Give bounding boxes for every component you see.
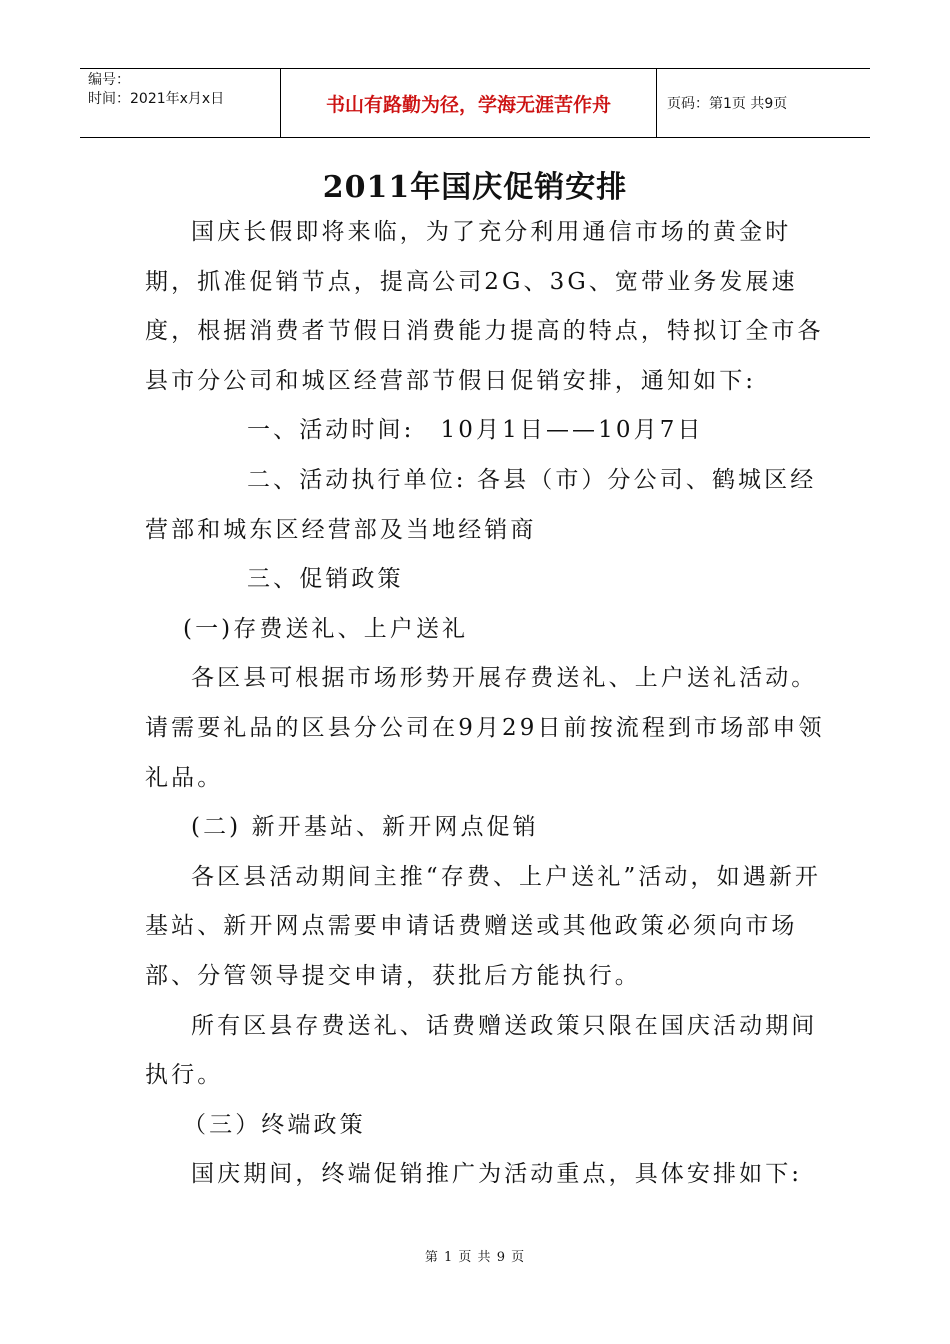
paragraph-activity-time: 一、活动时间: 10月1日——10月7日 [247,417,704,444]
header-left-cell [80,69,281,137]
paragraph-gift-policy: 各区县可根据市场形势开展存费送礼、上户送礼活动。请需要礼品的区县分公司在9月29日前按流程到市场部申领礼品。 [145,665,825,791]
document-title: 2011年国庆促销安排 [322,170,628,205]
document-time-label: 时间：2021年x月x日 [88,91,225,107]
document-number-label: 编号： [88,72,130,88]
page-footer: 第 1 页 共 9 页 [424,1250,526,1265]
paragraph-intro: 国庆长假即将来临，为了充分利用通信市场的黄金时期，抓准促销节点，提高公司2G、3G、宽带业务发展速度，根据消费者节假日消费能力提高的特点，特拟订全市各县市分公司和城区经营部节假日促销安排，通知如下: [145,219,824,394]
paragraph-new-station-policy: 各区县活动期间主推“存费、上户送礼”活动，如遇新开基站、新开网点需要申请话费赠送或其他政策必须向市场部、分管领导提交申请，获批后方能执行。 [145,863,822,989]
header-table [80,68,870,138]
header-motto: 书山有路勤为径，学海无涯苦作舟 [281,69,657,137]
paragraph-subsection-one: (一)存费送礼、上户送礼 [183,615,469,642]
paragraph-section-three: 三、促销政策 [247,566,404,593]
paragraph-subsection-three: （三）终端政策 [183,1111,366,1138]
paragraph-subsection-two: (二) 新开基站、新开网点促销 [191,814,539,841]
document-body [145,208,825,1200]
paragraph-policy-limit: 所有区县存费送礼、话费赠送政策只限在国庆活动期间执行。 [145,1012,818,1089]
paragraph-execution-units: 二、活动执行单位: 各县（市）分公司、鹤城区经营部和城东区经营部及当地经销商 [145,466,817,543]
paragraph-terminal-policy: 国庆期间，终端促销推广为活动重点，具体安排如下: [191,1161,803,1188]
header-page-info: 页码：第1页 共9页 [667,96,788,112]
